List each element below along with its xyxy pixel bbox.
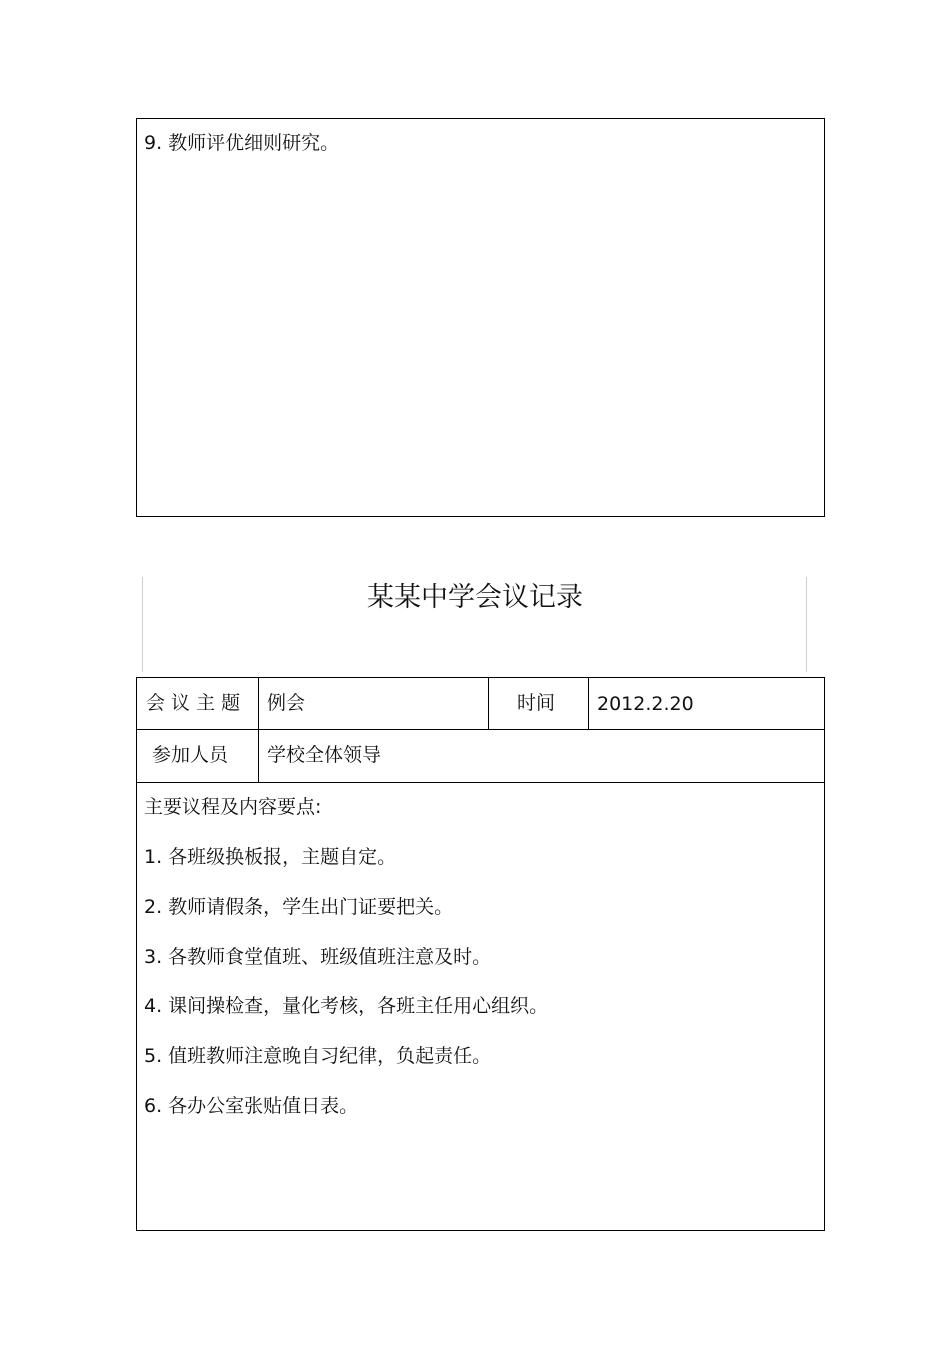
topic-label: 会 议 主 题 [146,692,241,714]
previous-record-box [136,118,825,517]
attendees-value: 学校全体领导 [267,744,382,766]
col-divider-label [258,677,259,783]
row-divider-2 [136,782,825,783]
col-divider-time-label [488,677,489,730]
attendees-label: 参加人员 [152,744,229,766]
agenda-item-9: 9. 教师评优细则研究。 [144,132,340,154]
agenda-heading: 主要议程及内容要点: [144,796,322,818]
time-value: 2012.2.20 [597,693,694,715]
agenda-item: 5. 值班教师注意晚自习纪律，负起责任。 [144,1045,492,1067]
document-title: 某某中学会议记录 [367,582,583,613]
agenda-item: 2. 教师请假条，学生出门证要把关。 [144,896,454,918]
row-divider-1 [136,729,825,730]
agenda-item: 6. 各办公室张贴值日表。 [144,1095,359,1117]
time-label: 时间 [517,692,556,714]
col-divider-time-value [588,677,589,730]
agenda-item: 4. 课间操检查，量化考核，各班主任用心组织。 [144,995,549,1017]
agenda-item: 3. 各教师食堂值班、班级值班注意及时。 [144,946,492,968]
agenda-item: 1. 各班级换板报，主题自定。 [144,846,397,868]
topic-value: 例会 [267,692,306,714]
